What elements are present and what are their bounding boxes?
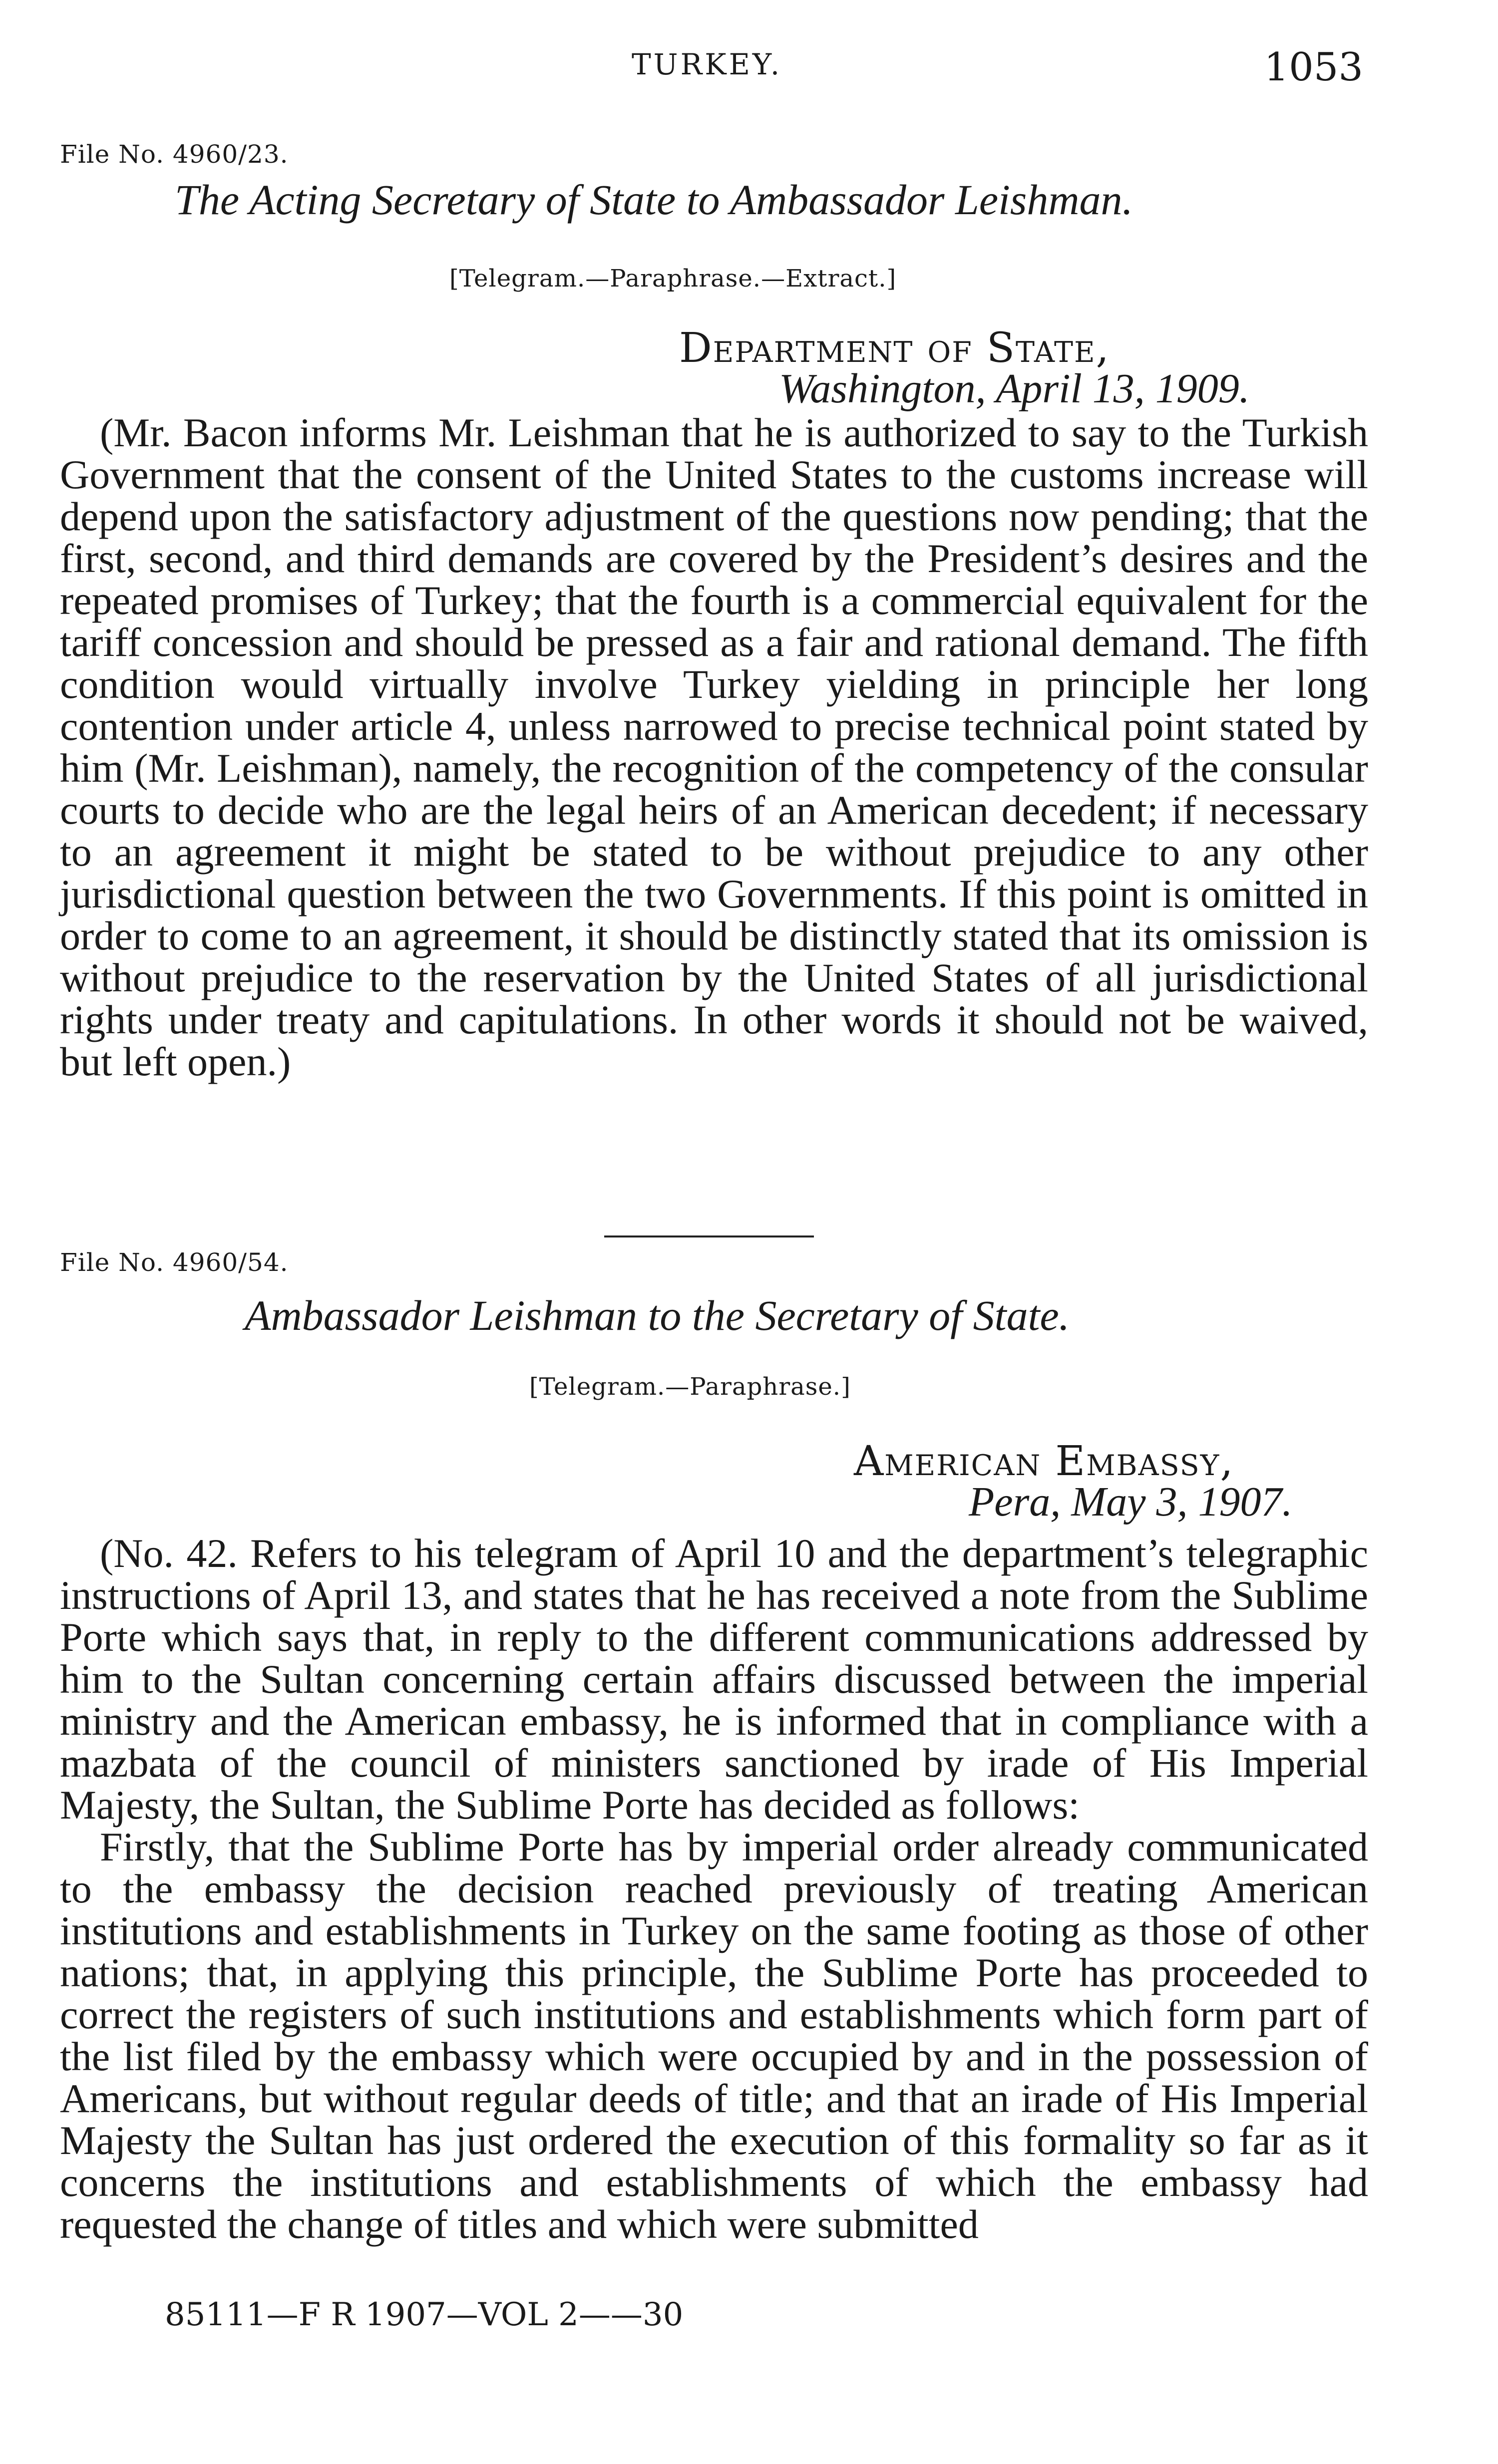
separator-rule	[604, 1235, 814, 1237]
office-heading: American Embassy,	[854, 1438, 1234, 1485]
running-head: TURKEY.	[632, 47, 782, 81]
paragraph: (Mr. Bacon informs Mr. Leishman that he is authorized to say to the Turkish Government that the consent of the United States to the customs increase will depend upon the satisfactory adjustment of the questions now pending; that the first, second, and third demands are covered by the President’s desires and the repeated promises of Turkey; that the fourth is a commercial equivalent for the tariff concession and should be pressed as a fair and rational demand. The fifth condition would virtually involve Turkey yielding in principle her long contention under article 4, unless narrowed to precise technical point stated by him (Mr. Leishman), namely, the recognition of the competency of the consular courts to decide who are the legal heirs of an American decedent; if necessary to an agreement it might be stated to be without prejudice to any other jurisdictional question between the two Governments. If this point is omitted in order to come to an agreement, it should be distinctly stated that its omission is without prejudice to the reservation by the United States of all jurisdictional rights under treaty and capitulations. In other words it should not be waived, but left open.)	[60, 410, 1368, 1084]
office-heading: Department of State,	[679, 324, 1110, 372]
document-body	[60, 412, 1368, 1083]
dateline: Pera, May 3, 1907.	[969, 1479, 1293, 1525]
footer-signature: 85111—F R 1907—VOL 2——30	[165, 2296, 684, 2333]
document-subtitle: [Telegram.—Paraphrase.—Extract.]	[449, 265, 897, 293]
file-number: File No. 4960/23.	[60, 140, 289, 169]
paragraph: Firstly, that the Sublime Porte has by imperial order already communicated to the embassy the decision reached previously of treating American institutions and establishments in Turkey on the same footing as those of other nations; that, in applying this principle, the Sublime Porte has proceeded to correct the registers of such institutions and establishments which form part of the list filed by the embassy which were occupied by and in the possession of Americans, but without regular deeds of title; and that an irade of His Imperial Majesty the Sultan has just ordered the execution of this formality so far as it concerns the institutions and establishments of which the embassy had requested the change of titles and which were submitted	[60, 1824, 1368, 2247]
paragraph: (No. 42. Refers to his telegram of April 10 and the department’s telegraphic instructions of April 13, and states that he has received a note from the Sublime Porte which says that, in reply to the different communications addressed by him to the Sultan concerning certain affairs discussed between the imperial ministry and the American embassy, he is informed that in compliance with a mazbata of the council of ministers sanctioned by irade of His Imperial Majesty, the Sultan, the Sublime Porte has decided as follows:	[60, 1531, 1368, 1828]
document-title: Ambassador Leishman to the Secretary of State.	[245, 1291, 1070, 1339]
dateline: Washington, April 13, 1909.	[779, 365, 1250, 412]
page-number: 1053	[1264, 45, 1363, 90]
document-subtitle: [Telegram.—Paraphrase.]	[529, 1373, 851, 1401]
file-number: File No. 4960/54.	[60, 1248, 289, 1277]
document-title: The Acting Secretary of State to Ambassador Leishman.	[175, 176, 1133, 224]
document-body	[60, 1533, 1368, 2245]
